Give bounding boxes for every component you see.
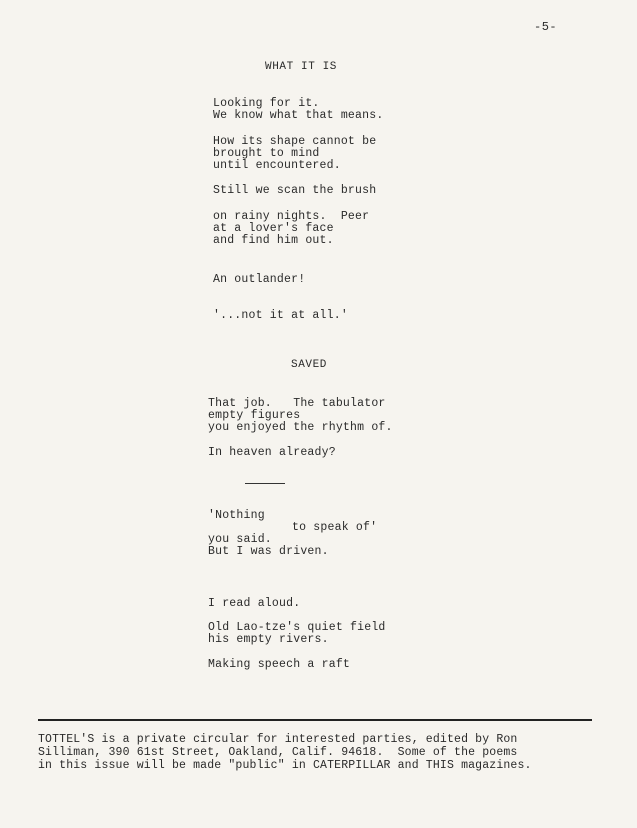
poem-line: brought to mind [213,147,320,160]
poem-line: Making speech a raft [208,658,351,671]
poem-line: '...not it at all.' [213,309,348,322]
poem-line: empty figures [208,409,301,422]
poem-line: 'Nothing [208,509,265,522]
poem-line: Looking for it. [213,97,320,110]
footer-line: TOTTEL'S is a private circular for interested parties, edited by Ron [38,733,518,746]
poem-line: at a lover's face [213,222,334,235]
section-divider [245,483,285,484]
poem-line: you enjoyed the rhythm of. [208,421,393,434]
footer-line: in this issue will be made "public" in CATERPILLAR and THIS magazines. [38,759,532,772]
poem-line: on rainy nights. Peer [213,210,370,223]
poem-line: That job. The tabulator [208,397,386,410]
poem-line: to speak of' [292,521,378,534]
poem-line: until encountered. [213,159,341,172]
poem-line: and find him out. [213,234,334,247]
page-number: -5- [534,20,558,34]
poem-title-saved: SAVED [291,359,328,371]
poem-line: An outlander! [213,273,306,286]
poem-line: you said. [208,533,272,546]
poem-line: How its shape cannot be [213,135,377,148]
footer-divider [38,719,592,721]
poem-line: In heaven already? [208,446,336,459]
poem-title-what-it-is: WHAT IT IS [265,61,338,73]
poem-line: I read aloud. [208,597,301,610]
poem-line: But I was driven. [208,545,329,558]
footer-line: Silliman, 390 61st Street, Oakland, Calif. 94618. Some of the poems [38,746,518,759]
poem-line: We know what that means. [213,109,384,122]
poem-line: Still we scan the brush [213,184,377,197]
poem-line: his empty rivers. [208,633,329,646]
poem-line: Old Lao-tze's quiet field [208,621,386,634]
